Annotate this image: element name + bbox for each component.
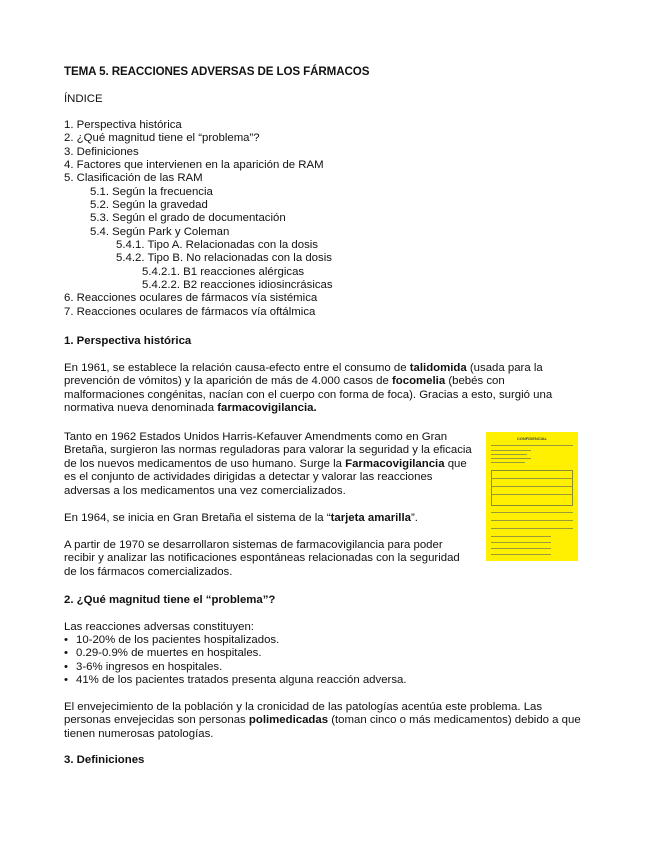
paragraph-intro: Las reacciones adversas constituyen: (64, 621, 254, 633)
form-line (491, 450, 531, 451)
form-line (491, 486, 573, 487)
text-run: ”. (410, 512, 418, 524)
table-of-contents (64, 119, 333, 319)
section-heading-3: 3. Definiciones (64, 754, 145, 766)
bold-term-talidomida: talidomida (409, 362, 467, 374)
list-item: • 3-6% ingresos en hospitales. (64, 661, 407, 674)
paragraph-envejecimiento (64, 701, 586, 741)
paragraph-tarjeta-amarilla (64, 512, 474, 525)
toc-item: 5.2. Según la gravedad (90, 199, 208, 212)
bold-term-focomelia: focomelia (391, 375, 446, 388)
form-line (491, 454, 527, 455)
statistics-list (64, 634, 407, 688)
form-table (491, 470, 573, 506)
toc-item: 5.4.1. Tipo A. Relacionadas con la dosis (116, 239, 318, 252)
form-line (491, 520, 573, 521)
bold-term-polimedicadas: polimedicadas (248, 714, 329, 727)
form-line (491, 528, 573, 529)
form-line (491, 542, 551, 543)
toc-item: 6. Reacciones oculares de fármacos vía sistémica (64, 292, 318, 305)
toc-item: 4. Factores que intervienen en la aparición de RAM (64, 159, 324, 172)
form-line (491, 512, 573, 513)
form-line (491, 445, 573, 446)
text-run: (bebés con malformaciones congénitas, nacían con el cuerpo con forma de foca). Gracias a esto, surgió una normativa nueva denominada (64, 375, 553, 415)
form-line (491, 494, 573, 495)
paragraph-harris-kefauver (64, 431, 472, 498)
form-line (491, 554, 551, 555)
toc-item: 5.4. Según Park y Coleman (90, 225, 230, 238)
text-run: (usada para la prevención de vómitos) y la aparición de más de 4.000 casos de (64, 362, 543, 388)
form-line (491, 548, 551, 549)
form-line (491, 478, 573, 479)
toc-item: 7. Reacciones oculares de fármacos vía oftálmica (64, 305, 316, 318)
text-run: En 1964, se inicia en Gran Bretaña el sistema de la “ (64, 512, 331, 524)
list-item: • 0.29-0.9% de muertes en hospitales. (64, 647, 407, 660)
form-line (491, 462, 525, 463)
text-run: Tanto en 1962 Estados Unidos Harris-Kefauver Amendments como en Gran Bretaña, surgieron las normas reguladoras para valorar la seguridad y la eficacia de los nuevos medicamentos de uso humano. Surge la (64, 431, 472, 470)
yellow-card-title: CONFIDENCIAL (516, 436, 548, 441)
form-line (491, 536, 551, 537)
bold-term-tarjeta-amarilla: tarjeta amarilla (330, 512, 411, 524)
document-title: TEMA 5. REACCIONES ADVERSAS DE LOS FÁRMACOS (64, 65, 370, 78)
toc-item: 3. Definiciones (64, 145, 139, 158)
form-line (491, 458, 531, 459)
index-heading: ÍNDICE (64, 93, 103, 105)
text-run: (toman cinco o más medicamentos) debido a que tienen numerosas patologías. (64, 714, 581, 740)
toc-item: 5.3. Según el grado de documentación (90, 212, 286, 225)
toc-item: 5.4.2.2. B2 reacciones idiosincrásicas (142, 279, 333, 292)
toc-item: 5.4.2.1. B1 reacciones alérgicas (142, 265, 305, 278)
paragraph-1970: A partir de 1970 se desarrollaron sistemas de farmacovigilancia para poder recibir y analizar las notificaciones espontáneas relacionadas con la seguridad de los fármacos comercializados. (64, 539, 460, 578)
text-run: El envejecimiento de la población y la cronicidad de las patologías acentúa este problema. Las personas envejecidas son personas (64, 701, 543, 727)
toc-item: 5.1. Según la frecuencia (90, 185, 213, 198)
section-heading-2: 2. ¿Qué magnitud tiene el “problema”? (64, 594, 276, 606)
list-item: • 41% de los pacientes tratados presenta alguna reacción adversa. (64, 674, 407, 687)
toc-item: 1. Perspectiva histórica (64, 119, 182, 131)
paragraph-talidomida (64, 362, 564, 416)
text-run: que es el conjunto de actividades dirigidas a detectar y valorar las reacciones adversas a los medicamentos una vez comercializados. (64, 457, 467, 497)
bold-term-farmacovigilancia-2: Farmacovigilancia (345, 457, 445, 470)
yellow-card-image (486, 432, 578, 561)
bold-term-farmacovigilancia: farmacovigilancia. (217, 402, 317, 415)
text-run: En 1961, se establece la relación causa-efecto entre el consumo de (64, 362, 410, 374)
list-item: • 10-20% de los pacientes hospitalizados. (64, 634, 407, 647)
toc-item: 2. ¿Qué magnitud tiene el “problema”? (64, 132, 260, 145)
section-heading-1: 1. Perspectiva histórica (64, 335, 192, 347)
toc-item: 5. Clasificación de las RAM (64, 172, 203, 185)
toc-item: 5.4.2. Tipo B. No relacionadas con la dosis (116, 252, 332, 265)
